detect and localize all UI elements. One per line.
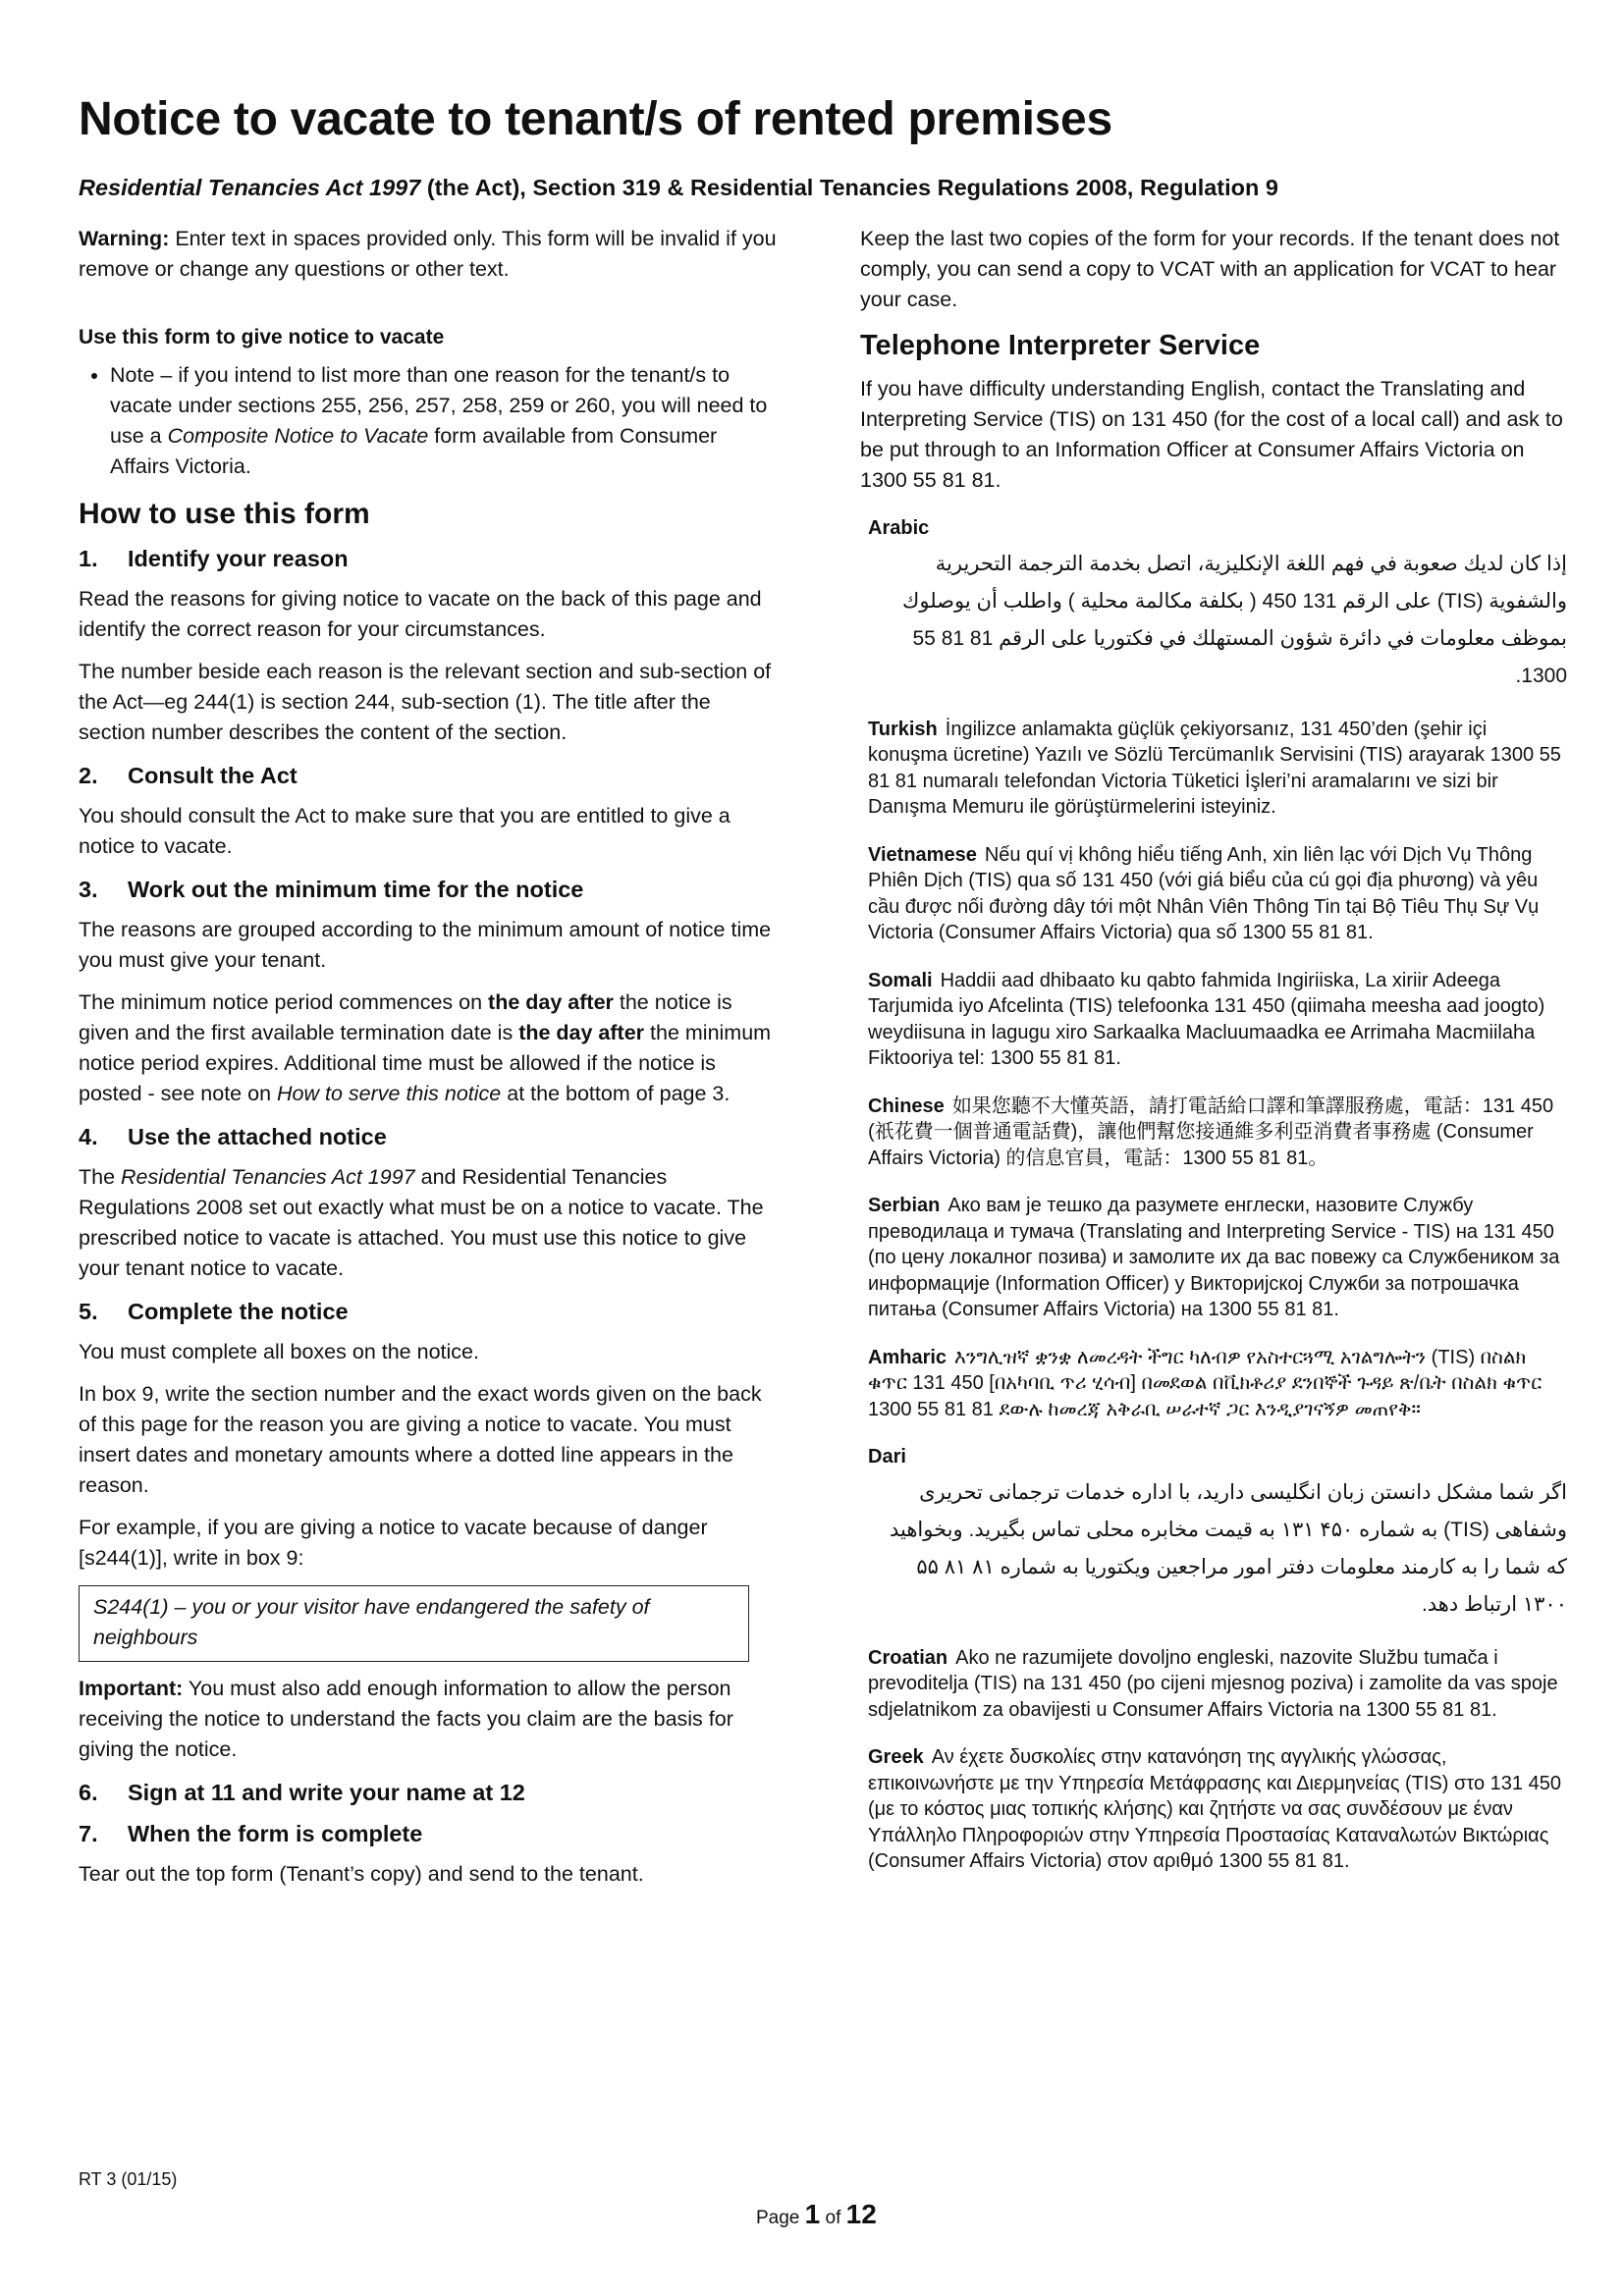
language-name: Serbian — [868, 1195, 941, 1216]
step-title: Consult the Act — [128, 763, 298, 788]
of-word: of — [820, 2208, 846, 2228]
text-run: and Residential Tenancies Regulations 2008 set out exactly what must be on a notice to vacate. The prescribed notice to vacate is attached. You must use this notice to give your tenant notice to vacate. — [79, 1165, 764, 1280]
step-3-para-2 — [79, 988, 781, 1109]
italic-run: Residential Tenancies Act 1997 — [121, 1165, 415, 1189]
notes-list — [79, 360, 781, 482]
language-name: Turkish — [868, 718, 938, 740]
step-3-heading — [79, 874, 781, 905]
language-greek — [868, 1744, 1567, 1875]
step-title: Sign at 11 and write your name at 12 — [128, 1780, 525, 1805]
language-name: Dari — [868, 1446, 906, 1468]
language-name: Chinese — [868, 1095, 945, 1117]
language-name: Arabic — [868, 517, 930, 539]
step-number: 5. — [79, 1299, 98, 1324]
language-amharic — [868, 1345, 1567, 1423]
keep-copies-paragraph: Keep the last two copies of the form for your records. If the tenant does not comply, you can send a copy to VCAT with an application for VCAT to hear your case. — [860, 227, 1560, 311]
step-5-para-2: In box 9, write the section number and the exact words given on the back of this page for the reason you are giving a notice to vacate. You must insert dates and monetary amounts where a dotted line appears in the reason. — [79, 1382, 762, 1497]
step-6-heading — [79, 1777, 781, 1808]
subtitle-rest: (the Act), Section 319 & Residential Tenancies Regulations 2008, Regulation 9 — [420, 175, 1278, 200]
step-4-heading — [79, 1121, 781, 1152]
form-code: RT 3 (01/15) — [79, 2169, 178, 2189]
example-box: S244(1) – you or your visitor have endangered the safety of neighbours — [79, 1585, 749, 1662]
language-text: Αν έχετε δυσκολίες στην κατανόηση της αγγλικής γλώσσας, επικοινωνήστε με την Υπηρεσία Μετάφρασης και Διερμηνείας (TIS) στο 131 450 (με το κόστος μιας τοπικής κλήσης) και ζητήστε να σας συνδέσουν με έναν Υπάλληλο Πληροφοριών στην Υπηρεσία Προστασίας Καταναλωτών Βικτώριας (Consumer Affairs Victoria) στον αριθμό 1300 55 81 81. — [868, 1746, 1561, 1872]
important-text: You must also add enough information to allow the person receiving the notice to understand the facts you claim are the basis for giving the notice. — [79, 1677, 733, 1761]
bold-run: the day after — [488, 990, 614, 1014]
language-text: إذا كان لديك صعوبة في فهم اللغة الإنكليزية، اتصل بخدمة الترجمة التحريرية والشفوية (TIS) على الرقم 131 450 ( بكلفة مكالمة محلية ) واطلب أن يوصلوك بموظف معلومات في دائرة شؤون المستهلك في فكتوريا على الرقم 81 81 55 1300. — [902, 552, 1567, 687]
warning-paragraph — [79, 224, 781, 285]
language-text: Nếu quí vị không hiểu tiếng Anh, xin liên lạc với Dịch Vụ Thông Phiên Dịch (TIS) qua số 131 450 (với giá biểu của cú gọi địa phương) và yêu cầu được nối đường dây tới một Nhân Viên Thông Tin tại Bộ Tiêu Thụ Sự Vụ Victoria (Consumer Affairs Victoria) qua số 1300 55 81 81. — [868, 843, 1540, 943]
page-number — [756, 2199, 877, 2230]
important-paragraph — [79, 1674, 781, 1765]
language-somali — [868, 968, 1567, 1072]
language-turkish — [868, 717, 1567, 821]
warning-label: Warning: — [79, 227, 170, 250]
step-number: 1. — [79, 546, 98, 571]
italic-run: How to serve this notice — [277, 1082, 502, 1105]
step-number: 3. — [79, 877, 98, 902]
step-5-para-1: You must complete all boxes on the notice. — [79, 1340, 479, 1363]
language-name: Amharic — [868, 1346, 947, 1368]
step-5-para-3: For example, if you are giving a notice to vacate because of danger [s244(1)], write in box 9: — [79, 1516, 708, 1570]
warning-text: Enter text in spaces provided only. This form will be invalid if you remove or change any questions or other text. — [79, 227, 777, 281]
text-run: the minimum notice period expires. Additional time must be allowed if the notice is posted - see note on — [79, 1021, 772, 1105]
language-name: Vietnamese — [868, 843, 977, 866]
note-item — [110, 360, 781, 482]
step-1-para-2: The number beside each reason is the relevant section and sub-section of the Act—eg 244(1) is section 244, sub-section (1). The title after the section number describes the content of the section. — [79, 660, 772, 744]
language-name: Croatian — [868, 1646, 948, 1669]
step-4-para-1 — [79, 1162, 781, 1284]
step-5-heading — [79, 1296, 781, 1327]
language-text: İngilizce anlamakta güçlük çekiyorsanız, 131 450’den (şehir içi konuşma ücretine) Yazılı ve Sözlü Tercümanlık Servisini (TIS) arayarak 1300 55 81 81 numaralı telefondan Victoria Tüketici İşleri’ni aramalarını ve sizi bir Danışma Memuru ile görüştürmelerini isteyiniz. — [868, 718, 1561, 818]
language-text: اگر شما مشکل دانستن زبان انگلیسی دارید، با اداره خدمات ترجمانی تحریری وشفاهی (TIS) به شماره ۴۵۰ ۱۳۱ به قیمت مخابره محلی تماس بگیرید. وبخواهید که شما را به کارمند معلومات دفتر امور مراجعین ویکتوریا به شماره ۸۱ ۸۱ ۵۵ ۱۳۰۰ ارتباط دهد. — [890, 1480, 1567, 1616]
note-text-a: Note – if you intend to list more than one reason for the tenant/s to vacate under sections 255, 256, 257, 258, 259 or 260, you will need to use a — [110, 363, 768, 448]
step-2-para-1: You should consult the Act to make sure that you are entitled to give a notice to vacate. — [79, 804, 731, 858]
page-total: 12 — [845, 2199, 877, 2229]
note-form-name: Composite Notice to Vacate — [167, 424, 429, 448]
step-7-heading — [79, 1818, 781, 1849]
text-run: The minimum notice period commences on — [79, 990, 489, 1014]
language-name: Somali — [868, 969, 933, 991]
language-text: Ако вам је тешко да разумете енглески, назовите Службу преводилаца и тумача (Translating and Interpreting Service - TIS) на 131 450 (по цену локалног позива) и замолите их да вас повежу са Службеником за информације (Information Officer) у Викторијској Служби за потрошачка питања (Consumer Affairs Victoria) на 1300 55 81 81. — [868, 1195, 1560, 1320]
how-to-heading: How to use this form — [79, 498, 370, 530]
language-vietnamese — [868, 842, 1567, 946]
language-text: Haddii aad dhibaato ku qabto fahmida Ingiriiska, La xiriir Adeega Tarjumida iyo Afcelinta (TIS) telefoonka 131 450 (qiimaha meesha aad joogto) weydiisuna in lagugu xiro Sarkaalka Macluumaadka ee Arrimaha Macmiilaha Fiktooriya tel: 1300 55 81 81. — [868, 969, 1545, 1069]
language-chinese — [868, 1094, 1567, 1172]
note-text-c: form available from Consumer Affairs Victoria. — [110, 424, 718, 478]
interpreter-paragraph: If you have difficulty understanding English, contact the Translating and Interpreting Service (TIS) on 131 450 (for the cost of a local call) and ask to be put through to an Information Officer at Consumer Affairs Victoria on 1300 55 81 81. — [860, 377, 1563, 492]
step-number: 6. — [79, 1780, 98, 1805]
subtitle-act-name: Residential Tenancies Act 1997 — [79, 175, 421, 200]
interpreter-heading: Telephone Interpreter Service — [860, 330, 1261, 361]
step-7-para-1: Tear out the top form (Tenant’s copy) and send to the tenant. — [79, 1862, 644, 1886]
step-3-para-1: The reasons are grouped according to the minimum amount of notice time you must give your tenant. — [79, 918, 772, 972]
text-run: at the bottom of page 3. — [501, 1082, 731, 1105]
language-serbian — [868, 1193, 1567, 1323]
page-subtitle — [79, 175, 1278, 201]
step-title: Use the attached notice — [128, 1124, 387, 1149]
step-title: Complete the notice — [128, 1299, 349, 1324]
page-word: Page — [756, 2208, 805, 2228]
text-run: The — [79, 1165, 122, 1189]
text-run: the notice is given and the first available termination date is — [79, 990, 732, 1044]
step-1-heading — [79, 543, 781, 574]
language-text: 如果您聽不大懂英語，請打電話給口譯和筆譯服務處，電話：131 450 (祇花費一個普通電話費)，讓他們幫您接通維多利亞消費者事務處 (Consumer Affairs Victoria) 的信息官員，電話：1300 55 81 81。 — [868, 1095, 1554, 1169]
language-croatian — [868, 1645, 1567, 1724]
right-column — [860, 224, 1567, 1896]
step-number: 7. — [79, 1821, 98, 1846]
step-title: When the form is complete — [128, 1821, 423, 1846]
step-title: Work out the minimum time for the notice — [128, 877, 584, 902]
language-text: እንግሊዝኛ ቋንቋ ለመረዳት ችግር ካለብዎ የአስተርጓሚ አገልግሎትን (TIS) በስልክ ቁጥር 131 450 [በአካባቢ ጥሪ ሂሳብ] በመደወል በቪክቶሪያ ደንበኞች ጉዳይ ጽ/ቤት በስልክ ቁጥር 1300 55 81 81 ደውሉ ከመረጃ አቅራቢ ሠራተኛ ጋር እንዲያገናኝዎ መጠየቅ። — [868, 1346, 1543, 1420]
use-form-heading: Use this form to give notice to vacate — [79, 326, 445, 348]
left-column — [79, 224, 781, 1901]
language-arabic — [868, 515, 1567, 695]
step-number: 4. — [79, 1124, 98, 1149]
important-label: Important: — [79, 1677, 184, 1700]
language-dari — [868, 1444, 1567, 1624]
step-1-para-1: Read the reasons for giving notice to vacate on the back of this page and identify the correct reason for your circumstances. — [79, 587, 762, 641]
step-title: Identify your reason — [128, 546, 349, 571]
step-number: 2. — [79, 763, 98, 788]
language-name: Greek — [868, 1746, 924, 1768]
page-current: 1 — [804, 2199, 821, 2229]
page-title: Notice to vacate to tenant/s of rented premises — [79, 93, 1112, 145]
step-2-heading — [79, 760, 781, 791]
bold-run: the day after — [518, 1021, 645, 1044]
language-text: Ako ne razumijete dovoljno engleski, nazovite Službu tumača i prevoditelja (TIS) na 131 450 (po cijeni mjesnog poziva) i zamolite da vas spoje sdjelatnikom za obavijesti u Consumer Affairs Victoria na 1300 55 81 81. — [868, 1646, 1558, 1721]
